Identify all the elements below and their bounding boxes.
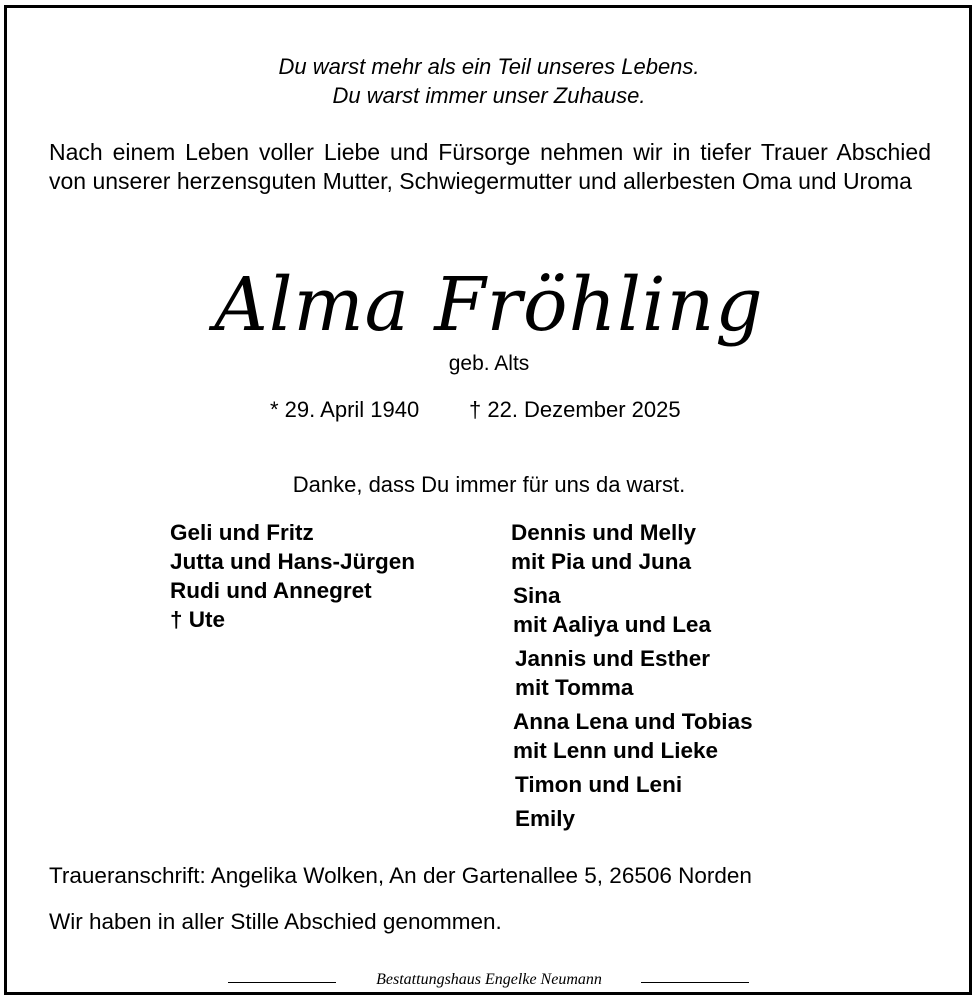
family-left-item: Rudi und Annegret: [170, 578, 372, 603]
death-date: † 22. Dezember 2025: [469, 397, 681, 422]
thanks-line: Danke, dass Du immer für uns da warst.: [292, 472, 686, 497]
family-right-item: Jannis und Esther: [515, 646, 711, 671]
family-right-item: mit Lenn und Lieke: [513, 738, 719, 763]
birth-date: * 29. April 1940: [270, 397, 420, 422]
family-right-item: Anna Lena und Tobias: [513, 709, 753, 734]
birth-name: geb. Alts: [448, 352, 530, 375]
motto-line-1: Du warst mehr als ein Teil unseres Lebens.: [278, 54, 700, 79]
motto-line-2: Du warst immer unser Zuhause.: [332, 83, 646, 108]
family-right-item: Sina: [513, 583, 561, 608]
deceased-name: Alma Fröhling: [214, 262, 764, 348]
family-right-item: Dennis und Melly: [511, 520, 697, 545]
funeral-home-signature: Bestattungshaus Engelke Neumann: [376, 971, 602, 988]
family-right-item: Timon und Leni: [515, 772, 683, 797]
intro-text: Nach einem Leben voller Liebe und Fürsorge nehmen wir in tiefer Trauer Abschied von unserer herzensguten Mutter, Schwiegermutter und allerbesten Oma und Uroma: [49, 139, 931, 194]
mourning-address: Traueranschrift: Angelika Wolken, An der Gartenallee 5, 26506 Norden: [49, 863, 752, 888]
family-left-item: Jutta und Hans-Jürgen: [170, 549, 416, 574]
family-right-item: mit Aaliya und Lea: [513, 612, 711, 637]
family-left-item: † Ute: [170, 607, 226, 632]
family-right-item: mit Tomma: [515, 675, 634, 700]
closing-line: Wir haben in aller Stille Abschied genommen.: [49, 909, 502, 934]
family-right-item: mit Pia und Juna: [511, 549, 692, 574]
family-right-item: Emily: [515, 806, 576, 831]
family-left-item: Geli und Fritz: [170, 520, 314, 545]
